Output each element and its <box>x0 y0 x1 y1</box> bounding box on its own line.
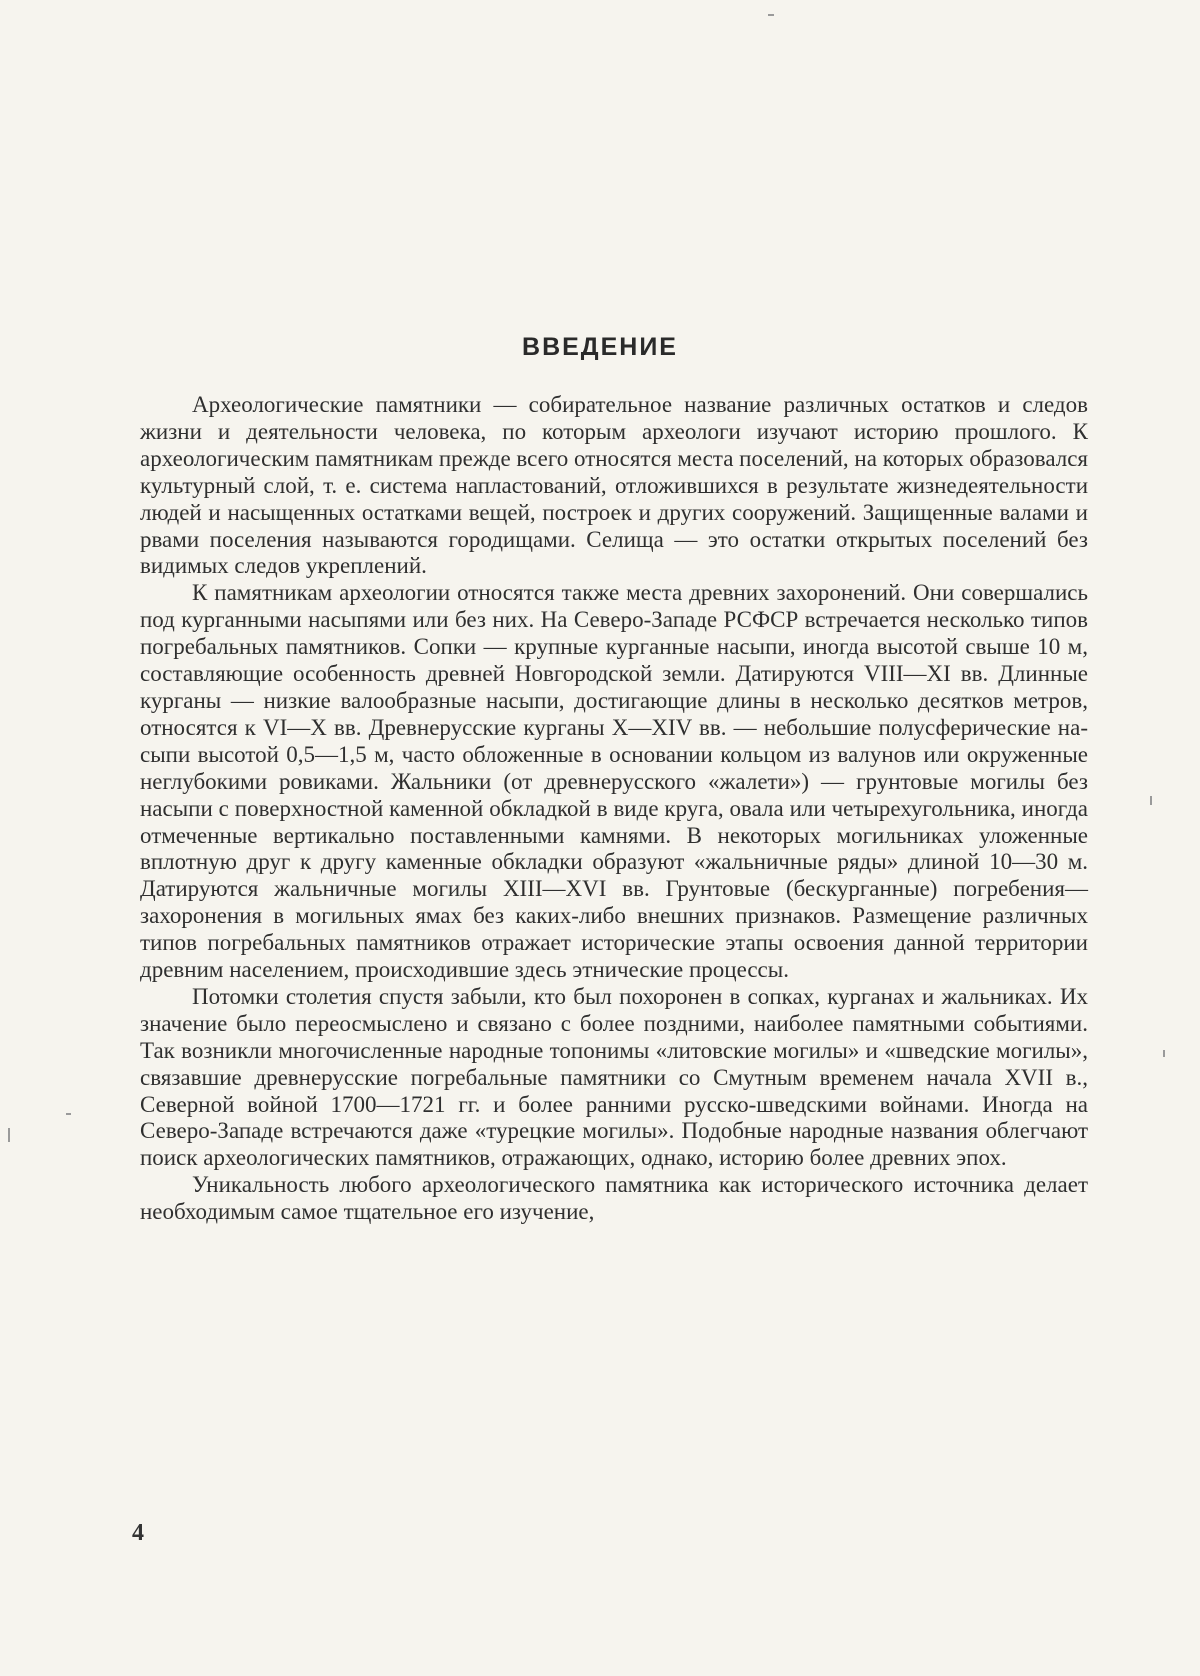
scan-speck <box>768 14 774 16</box>
paragraph: Потомки столетия спустя забыли, кто был похоронен в сопках, курганах и жальниках. Их значение было переосмыслено и связано с более поздними, наиболее памятными событиями. Так возникли многочисленные народные топонимы «литовские могилы» и «шведские могилы», связавшие древнерусские погребальные памятники со Смутным временем начала XVII в., Северной войной 1700—1721 гг. и более ранними русско-шведскими войнами. Иногда на Северо-Западе встречаются даже «турецкие могилы». Подобные народные названия облегчают поиск археологических памятников, отражающих, однако, историю более древних эпох. <box>140 983 1088 1171</box>
scan-speck <box>1150 796 1152 805</box>
paragraph: К памятникам археологии относятся также места древних захоронений. Они совершались под курганными насыпями или без них. На Северо-Западе РСФСР встречается несколько типов погребальных памятников. Сопки — крупные курганные насыпи, иногда высотой свыше 10 м, составляющие особенность древней Новгородской земли. Датируются VIII—XI вв. Длинные курганы — низкие валообразные насыпи, достигающие длины в несколько десятков метров, относятся к VI—X вв. Древнерусские курганы X—XIV вв. — небольшие полусферические насыпи высотой 0,5—1,5 м, часто обложенные в основании кольцом из валунов или окруженные неглубокими ровиками. Жальники (от древнерусского «жалети») — грунтовые могилы без насыпи с поверхностной каменной обкладкой в виде круга, овала или четырехугольника, иногда отмеченные вертикально поставленными камнями. В некоторых могильниках уложенные вплотную друг к другу каменные обкладки образуют «жальничные ряды» длиной 10—30 м. Датируются жальничные могилы XIII—XVI вв. Грунтовые (бескурганные) погребения—захоронения в могильных ямах без каких-либо внешних признаков. Размещение различных типов погребальных памятников отражает исторические этапы освоения данной территории древним населением, происходившие здесь этнические процессы. <box>140 580 1088 983</box>
scan-speck <box>66 1113 71 1115</box>
body-text <box>140 392 1088 1226</box>
scan-speck <box>1163 1050 1165 1057</box>
page-number: 4 <box>132 1520 144 1546</box>
paragraph: Уникальность любого археологического памятника как исторического источника делает необходимым самое тщательное его изучение, <box>140 1172 1088 1225</box>
paragraph: Археологические памятники — собирательное название различных остатков и следов жизни и деятельности человека, по которым археологи изучают историю прошлого. К археологическим памятникам прежде всего относятся места поселений, на которых образовался культурный слой, т. е. система напластований, отложившихся в результате жизнедеятельности людей и насыщенных остатками вещей, построек и других сооружений. Защищенные валами и рвами поселения называются городищами. Селища — это остатки открытых поселений без видимых следов укреплений. <box>140 392 1088 579</box>
chapter-heading: ВВЕДЕНИЕ <box>522 333 678 361</box>
scan-speck <box>8 1128 10 1142</box>
